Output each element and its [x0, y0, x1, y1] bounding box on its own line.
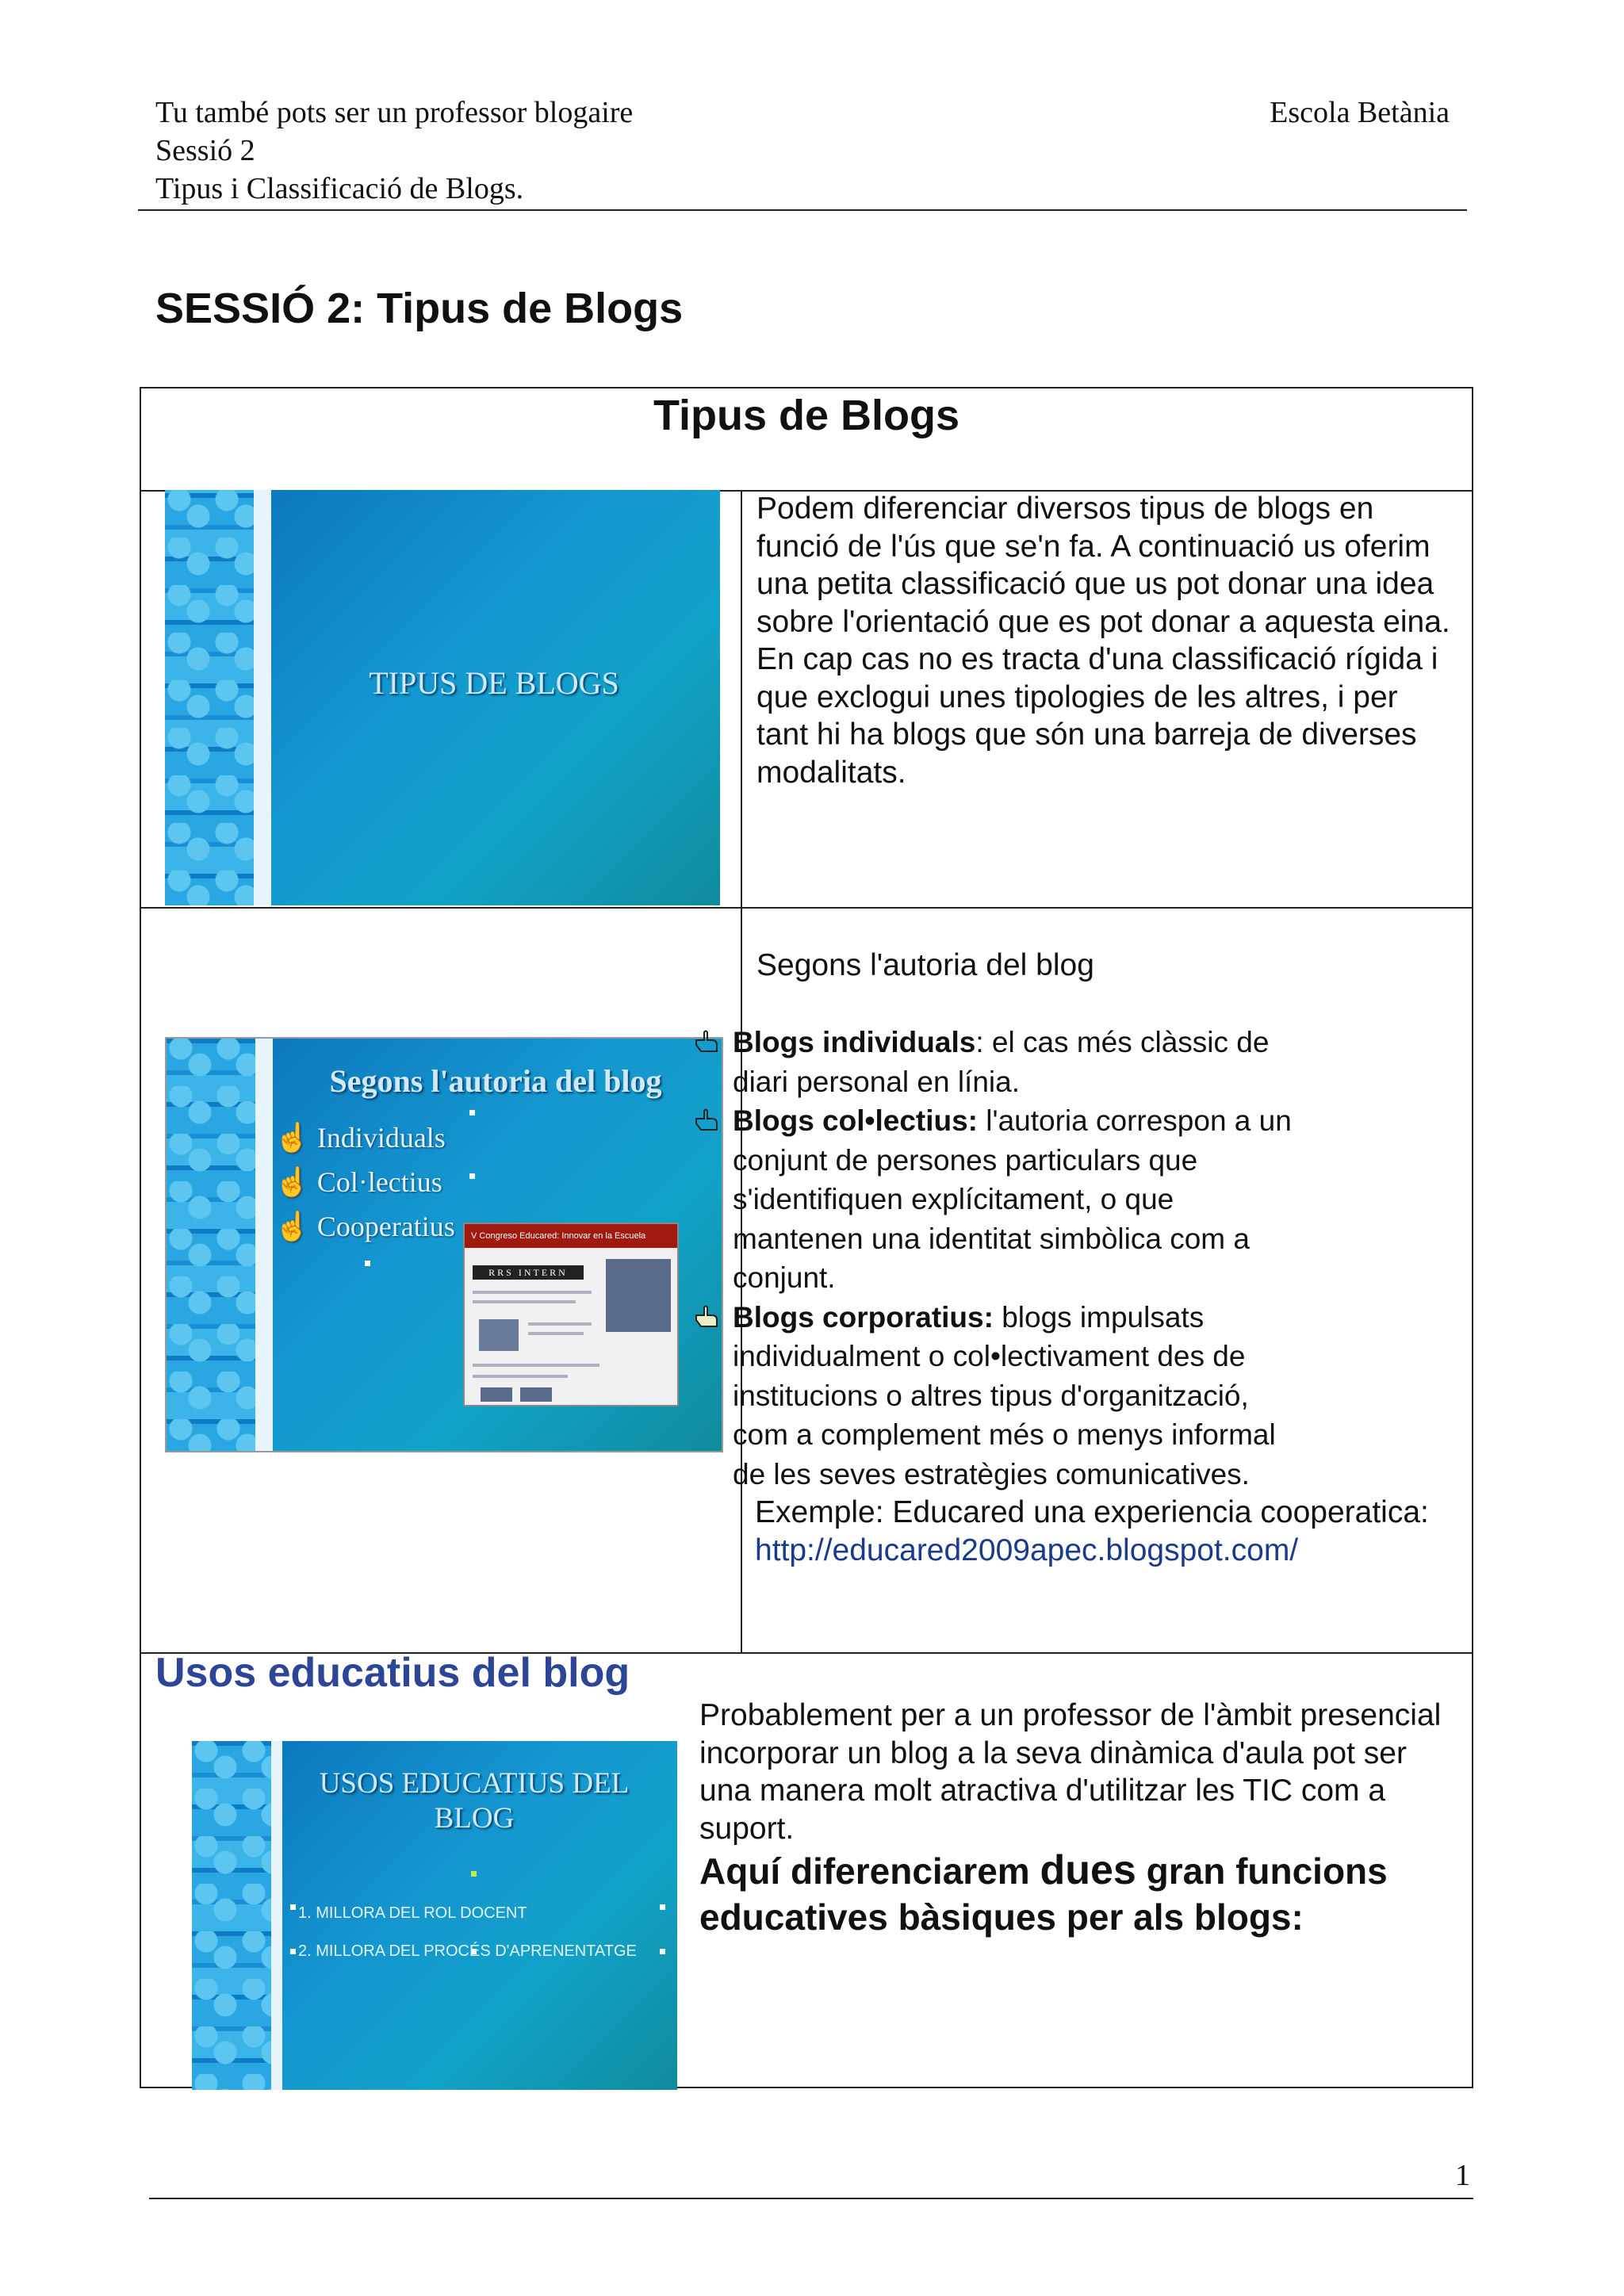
intro-paragraph: Podem diferenciar diversos tipus de blogs en funció de l'ús que se'n fa. A continuació us oferim una petita classificació que us pot donar una idea sobre l'orientació que es pot donar a aquesta eina. En cap cas no es tracta d'una classificació rígida i que exclogui unes tipologies de les altres, i per tant hi ha blogs que són una barreja de diverses modalitats. [756, 492, 1450, 790]
selection-handle [660, 1949, 665, 1954]
autoria-slide-image [165, 1037, 723, 1452]
footer-divider [149, 2198, 1473, 2199]
thumb-text-line [473, 1300, 576, 1303]
thumb-photo [520, 1387, 552, 1402]
usos-slide-title: USOS EDUCATIUS DEL BLOG [319, 1767, 630, 1835]
puzzle-decoration [165, 490, 260, 905]
selection-handle [365, 1261, 370, 1266]
thumb-text-line [473, 1291, 592, 1294]
thumb-logo: RRS INTERN [473, 1265, 584, 1280]
bullet-term: Blogs corporatius: [733, 1300, 994, 1334]
puzzle-decoration [167, 1039, 262, 1451]
example-link[interactable]: http://educared2009apec.blogspot.com/ [755, 1533, 1299, 1567]
autoria-heading: Segons l'autoria del blog [756, 948, 1094, 982]
intro-row [141, 490, 1472, 909]
page-number: 1 [1455, 2159, 1470, 2192]
list-item-corporatius [661, 1298, 1296, 1494]
usos-slide-image [192, 1741, 677, 2090]
list-item-collectius [661, 1101, 1296, 1298]
pointing-hand-icon [693, 1108, 722, 1133]
selection-handle [290, 1904, 296, 1910]
selection-handle [290, 1949, 296, 1954]
usos-paragraph: Probablement per a un professor de l'àmbit presencial incorporar un blog a la seva dinàmica d'aula pot ser una manera molt atractiva d'utilitzar les TIC com a suport. [699, 1698, 1442, 1846]
header-divider [138, 209, 1467, 211]
pointing-hand-icon [693, 1029, 722, 1054]
intro-slide-image [165, 490, 720, 905]
thumb-text-line [528, 1322, 592, 1326]
usos-functions-statement [699, 1847, 1461, 1940]
bullet-term: Blogs col•lectius: [733, 1104, 979, 1137]
table-caption-row [141, 388, 1472, 492]
header-topic: Tipus i Classificació de Blogs. [155, 172, 524, 205]
header-session: Sessió 2 [155, 134, 255, 167]
slide-item-label: Cooperatius [316, 1211, 455, 1242]
bullet-sep: : [975, 1026, 984, 1058]
slide-stripe [254, 490, 271, 905]
bullet-text: blogs impulsats individualment o col•lectivament des de institucions o altres tipus d'organització, com a complement més o menys informal de les seves estratègies comunicatives. [733, 1300, 1276, 1490]
selection-handle [660, 1904, 665, 1910]
table-caption: Tipus de Blogs [653, 392, 960, 439]
thumb-photo [479, 1319, 519, 1351]
puzzle-decoration [192, 1741, 271, 2090]
usos-strong-part: Aquí diferenciarem [699, 1850, 1040, 1892]
slide-item-cooperatius: ☝ Cooperatius [274, 1211, 455, 1242]
intro-slide-title: TIPUS DE BLOGS [369, 665, 619, 701]
usos-item-rol-docent: 1. MILLORA DEL ROL DOCENT [298, 1904, 527, 1922]
bullet-text: l'autoria correspon a un conjunt de persones particulars que s'identifiquen explícitament, o que mantenen una identitat simbòlica com a conjunt. [733, 1104, 1292, 1294]
selection-handle [471, 1871, 477, 1877]
thumb-photo [481, 1387, 512, 1402]
header-course-title: Tu també pots ser un professor blogaire [155, 96, 634, 129]
bullet-text: el cas més clàssic de diari personal en línia. [733, 1026, 1270, 1098]
slide-item-label: Col·lectius [316, 1166, 442, 1198]
autoria-slide-title: Segons l'autoria del blog [329, 1063, 662, 1099]
usos-strong-emphasis: dues [1040, 1847, 1136, 1893]
thumb-text-line [473, 1364, 599, 1367]
header-school: Escola Betània [1270, 96, 1450, 129]
bullet-term: Blogs individuals [733, 1026, 976, 1058]
session-title: SESSIÓ 2: Tipus de Blogs [155, 285, 684, 332]
pointing-hand-icon [693, 1304, 722, 1330]
usos-item-proces-aprenentatge: 2. MILLORA DEL PROCÉS D'APRENENTATGE [298, 1942, 637, 1960]
slide-item-label: Individuals [316, 1122, 446, 1154]
slide-stripe [255, 1039, 273, 1451]
slide-item-collectius: ☝ Col·lectius [274, 1166, 442, 1198]
doc-header [155, 94, 633, 208]
selection-handle [469, 1110, 475, 1115]
slide-item-individuals: ☝ Individuals [274, 1122, 446, 1154]
usos-strong-part: gran funcions educatives bàsiques per als blogs: [699, 1850, 1388, 1938]
usos-heading: Usos educatius del blog [155, 1650, 630, 1696]
example-text: Exemple: Educared una experiencia cooperatica: [755, 1495, 1429, 1529]
example-block [755, 1494, 1437, 1569]
thumb-text-line [528, 1332, 584, 1335]
educared-screenshot-thumb [463, 1223, 679, 1406]
thumb-text-line [473, 1375, 568, 1378]
blog-authorship-list [661, 1023, 1296, 1494]
thumb-title-bar: V Congreso Educared: Innovar en la Escuela [465, 1224, 677, 1248]
selection-handle [469, 1173, 475, 1179]
column-divider [741, 490, 742, 907]
list-item-individuals [661, 1023, 1296, 1101]
